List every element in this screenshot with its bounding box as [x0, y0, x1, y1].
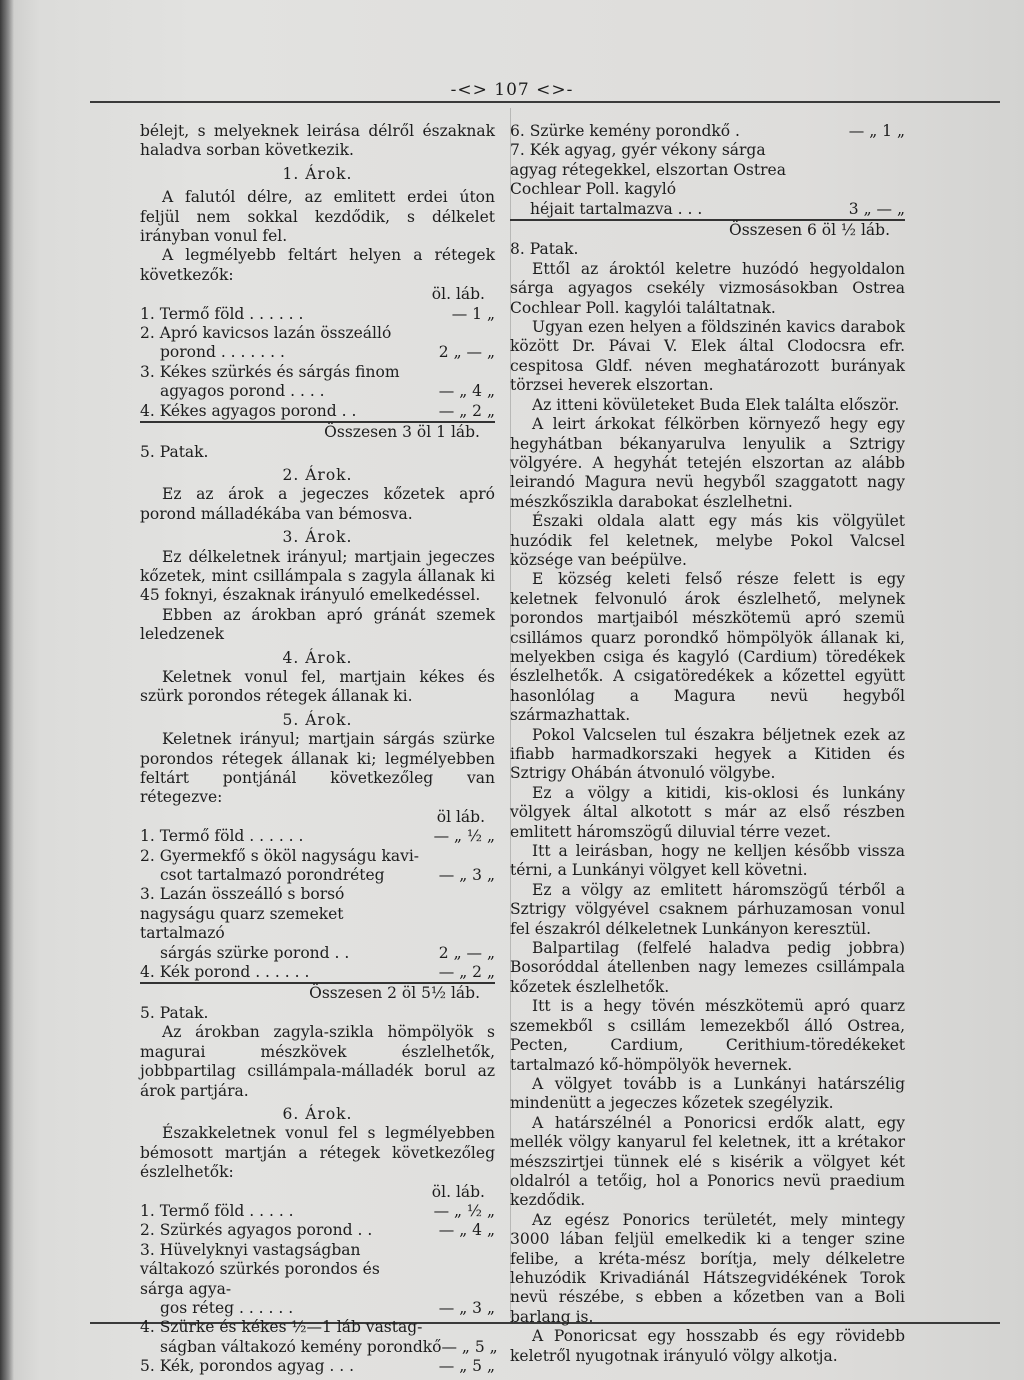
table-row: 4. Kékes agyagos porond . . — „ 2 „ — [140, 401, 495, 420]
paragraph: Az egész Ponorics területét, mely mintegy 3000 lában feljül emelkedik ki a tenger szine felibe, a kréta-mész borítja, mely délkeletre lehuzódik Krivadiánál Hátszegvidékének Torok nevü részébe, s ebben a kőzetben van a Boli barlang is. — [510, 1210, 905, 1326]
paragraph: Ez a völgy az emlitett háromszögű térből a Sztrigy völgyével csaknem párhuzamosan vonul fel északról délkeletnek Lunkányon keresztül. — [510, 880, 905, 938]
paragraph: Itt a leirásban, hogy ne kelljen később vissza térni, a Lunkányi völgyet kell követni. — [510, 842, 905, 880]
table-row: 4. Szürke és kékes ½—1 láb vastag- — [140, 1318, 423, 1337]
section-heading: 5. Árok. — [282, 710, 353, 729]
table-row: 3. Kékes szürkés és sárgás finom — [140, 362, 400, 381]
table-row: 3. Lazán összeálló s borsó nagyságu quarz szemeket tartalmazó — [140, 885, 345, 943]
table-total: Összesen 2 öl 5½ láb. — [140, 982, 495, 1003]
table-row: 1. Termő föld . . . . . . — „ ½ „ — [140, 827, 495, 846]
paragraph: A legmélyebb feltárt helyen a rétegek következők: — [140, 246, 495, 284]
paragraph: A Ponoricsat egy hosszabb és egy rövidebb keletről nyugotnak irányuló völgy alkotja. — [510, 1327, 905, 1365]
paragraph: Pokol Valcselen tul északra béljetnek ezek az ifiabb harmadkorszaki hegyek a Kitiden és Sztrigy Ohábán átvonuló völgybe. — [510, 725, 905, 783]
paragraph: A falutól délre, az emlitett erdei úton feljül nem sokkal kezdődik, s délkelet irányban vonul fel. — [140, 188, 495, 246]
paragraph: Keletnek irányul; martjain sárgás szürke porondos rétegek állanak ki; legmélyebben feltárt pontjánál következőleg van rétegezve: — [140, 730, 495, 807]
binding-shadow — [0, 0, 14, 1380]
table-row: ságban váltakozó kemény porondkő — „ 5 „ — [160, 1337, 498, 1356]
table-total: Összesen 6 öl ½ láb. — [510, 219, 905, 240]
table-row: csot tartalmazó porondréteg — „ 3 „ — [160, 866, 495, 885]
section-heading: 6. Árok. — [282, 1104, 353, 1123]
strata-table — [140, 1201, 498, 1377]
paragraph: E község keleti felső része felett is egy keletnek felvonuló árok észlelhető, melynek porondos martjaiból mészkötemü apró szemü csillámos quarz porondkő hömpölyök állanak ki, melyekben csiga és kagyló (Cardium) töredékek észlelhetők. A csigatöredékek a kőzettel együtt hasonlólag a Magura nevü hegyből származhattak. — [510, 570, 905, 725]
table-row: porond . . . . . . . 2 „ — „ — [160, 343, 495, 362]
table-row: gos réteg . . . . . . — „ 3 „ — [160, 1298, 495, 1317]
table-row: 5. Kék, porondos agyag . . . — „ 5 „ — [140, 1357, 495, 1376]
table-row: 4. Kék porond . . . . . . — „ 2 „ — [140, 963, 495, 982]
table-row: sárgás szürke porond . . 2 „ — „ — [160, 943, 495, 962]
section-heading: 1. Árok. — [282, 164, 353, 183]
paragraph: Keletnek vonul fel, martjain kékes és szürk porondos rétegek állanak ki. — [140, 667, 495, 706]
table-row: 1. Termő föld . . . . . — „ ½ „ — [140, 1201, 495, 1220]
units-label: öl. láb. — [431, 285, 485, 304]
paragraph: Ugyan ezen helyen a földszinén kavics darabok között Dr. Pávai V. Elek által Clodocsra efr. cespitosa Gldf. néven meghatározott burányak törzsei heverek elszortan. — [510, 318, 905, 395]
paragraph: Itt is a hegy tövén mészkötemü apró quarz szemekből s csillám lemezekből álló Ostrea, Pecten, Cardium, Cerithium-töredékeket tartalmazó kő-hömpölyök hevernek. — [510, 997, 905, 1074]
table-row: 2. Gyermekfő s ököl nagyságu kavi- — [140, 846, 420, 865]
table-row: 3. Hüvelyknyi vastagságban váltakozó szürkés porondos és sárga agya- — [140, 1240, 380, 1298]
paragraph: 5. Patak. — [140, 442, 209, 461]
table-row: 2. Szürkés agyagos porond . . — „ 4 „ — [140, 1221, 495, 1240]
paragraph: A völgyet tovább is a Lunkányi határszélig mindenütt a jegeczes kőzetek szegélyzik. — [510, 1074, 905, 1113]
table-row: 7. Kék agyag, gyér vékony sárga agyag rétegekkel, elszortan Ostrea Cochlear Poll. kagyló — [510, 141, 786, 199]
top-rule — [90, 101, 1000, 103]
table-row: 2. Apró kavicsos lazán összeálló — [140, 324, 392, 343]
section-heading: 3. Árok. — [282, 528, 353, 547]
table-row: héjait tartalmazva . . . 3 „ — „ — [530, 199, 905, 218]
paragraph: A leirt árkokat félkörben környező hegy egy hegyhátban békanyarulva lenyulik a Sztrigy völgyére. A hegyhát tetején elszortan az alább leirandó Magura nevü hegyből szaggatott nagy mészkőszikla darabokat észlelhetni. — [510, 415, 905, 511]
units-label: öl láb. — [436, 807, 485, 826]
table-total: Összesen 3 öl 1 láb. — [140, 421, 495, 442]
strata-table — [140, 827, 495, 982]
table-row: 6. Szürke kemény porondkő . — „ 1 „ — [510, 122, 905, 140]
right-column — [510, 122, 905, 1366]
paragraph: Balpartilag (felfelé haladva pedig jobbra) Bosoróddal átellenben nagy lemezes csillámpala kőzetek észlelhetők. — [510, 939, 905, 996]
section-heading: 4. Árok. — [282, 648, 353, 667]
table-row: agyagos porond . . . . — „ 4 „ — [160, 382, 495, 401]
strata-table — [510, 122, 905, 219]
units-label: öl. láb. — [431, 1182, 485, 1201]
paragraph: Északkeletnek vonul fel s legmélyebben bémosott martján a rétegek következőleg észlelhetők: — [140, 1124, 495, 1182]
table-row: 1. Termő föld . . . . . . — 1 „ — [140, 304, 495, 323]
paragraph: Ebben az árokban apró gránát szemek leledzenek — [140, 605, 495, 644]
paragraph: 8. Patak. — [510, 240, 579, 259]
page-header: -<> 107 <>- — [450, 80, 574, 100]
left-column — [140, 122, 498, 1377]
paragraph: 5. Patak. — [140, 1003, 209, 1022]
strata-table — [140, 305, 495, 421]
paragraph: A határszélnél a Ponoricsi erdők alatt, egy mellék völgy kanyarul fel keletnek, itt a krétakor mészszirtjei tünnek elé s kisérik a völgyet két oldalról a tetőig, hol a Ponorics nevü praedium kezdődik. — [510, 1113, 905, 1210]
paragraph: bélejt, s melyeknek leirása délről északnak haladva sorban következik. — [140, 122, 495, 160]
paragraph: Ez a völgy a kitidi, kis-oklosi és lunkány völgyek által alkotott s már az első részben emlitett háromszögű diluvial térre vezet. — [510, 783, 905, 841]
paragraph: Az itteni kövületeket Buda Elek találta először. — [532, 395, 900, 414]
paragraph: Ez az árok a jegeczes kőzetek apró porond málladékába van bémosva. — [140, 485, 495, 523]
paragraph: Ettől az ároktól keletre huzódó hegyoldalon sárga agyagos csekély vizmosásokban Ostrea Cochlear Poll. kagylói találtatnak. — [510, 259, 905, 317]
paragraph: Ez délkeletnek irányul; martjain jegeczes kőzetek, mint csillámpala s zagyla állanak ki 45 foknyi, északnak irányuló emelkedéssel. — [140, 547, 495, 605]
section-heading: 2. Árok. — [282, 465, 353, 484]
paragraph: Az árokban zagyla-szikla hömpölyök s magurai mészkövek észlelhetők, jobbpartilag csillámpala-málladék borul az árok partjára. — [140, 1023, 495, 1100]
paragraph: Északi oldala alatt egy más kis völgyület huzódik fel keletnek, melybe Pokol Valcsel községe van beépülve. — [510, 512, 905, 569]
